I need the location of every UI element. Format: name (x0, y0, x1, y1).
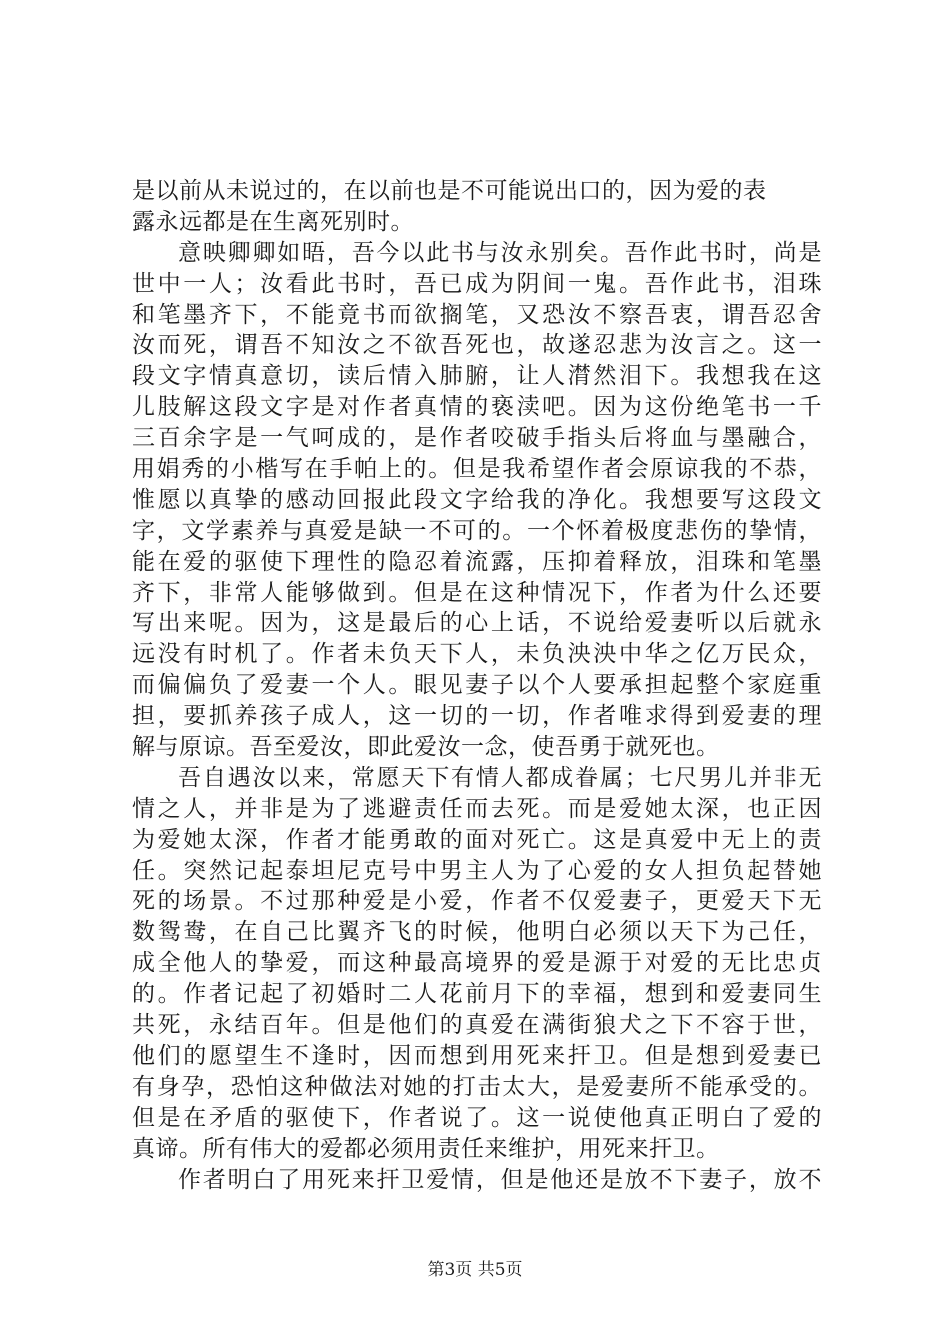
text-line: 吾自遇汝以来，常愿天下有情人都成眷属；七尺男儿并非无 (178, 764, 822, 791)
text-line: 段文字情真意切，读后情入肺腑，让人潸然泪下。我想我在这 (132, 363, 822, 390)
text-line: 而偏偏负了爱妻一个人。眼见妻子以个人要承担起整个家庭重 (132, 672, 822, 699)
text-line: 真谛。所有伟大的爱都必须用责任来维护，用死来扞卫。 (132, 1135, 720, 1162)
text-line: 共死，永结百年。但是他们的真爱在满街狼犬之下不容于世， (132, 1012, 822, 1039)
text-line: 写出来呢。因为，这是最后的心上话，不说给爱妻听以后就永 (132, 610, 822, 637)
text-line: 有身孕，恐怕这种做法对她的打击太大，是爱妻所不能承受的。 (132, 1073, 822, 1100)
text-line: 作者明白了用死来扞卫爱情，但是他还是放不下妻子，放不 (178, 1166, 822, 1193)
text-line: 任。突然记起泰坦尼克号中男主人为了心爱的女人担负起替她 (132, 857, 822, 884)
text-line: 露永远都是在生离死别时。 (132, 208, 414, 235)
text-line: 世中一人；汝看此书时，吾已成为阴间一鬼。吾作此书，泪珠 (132, 270, 822, 297)
text-line: 儿肢解这段文字是对作者真情的亵渎吧。因为这份绝笔书一千 (132, 394, 822, 421)
text-line: 齐下，非常人能够做到。但是在这种情况下，作者为什么还要 (132, 579, 822, 606)
text-line: 惟愿以真挚的感动回报此段文字给我的净化。我想要写这段文 (132, 486, 822, 513)
text-line: 是以前从未说过的，在以前也是不可能说出口的，因为爱的表 (132, 178, 767, 204)
text-line: 远没有时机了。作者未负天下人，未负泱泱中华之亿万民众， (132, 641, 822, 668)
text-line: 字，文学素养与真爱是缺一不可的。一个怀着极度悲伤的挚情， (132, 517, 822, 544)
text-line: 数鸳鸯，在自己比翼齐飞的时候，他明白必须以天下为己任， (132, 919, 822, 946)
text-line: 成全他人的挚爱，而这种最高境界的爱是源于对爱的无比忠贞 (132, 950, 822, 977)
text-line: 意映卿卿如晤，吾今以此书与汝永别矣。吾作此书时，尚是 (178, 239, 822, 266)
text-line: 担，要抓养孩子成人，这一切的一切，作者唯求得到爱妻的理 (132, 703, 822, 730)
text-line: 和笔墨齐下，不能竟书而欲搁笔，又恐汝不察吾衷，谓吾忍舍 (132, 301, 822, 328)
body-text (132, 176, 822, 1195)
text-line: 他们的愿望生不逢时，因而想到用死来扞卫。但是想到爱妻已 (132, 1042, 822, 1069)
text-line: 但是在矛盾的驱使下，作者说了。这一说使他真正明白了爱的 (132, 1104, 822, 1131)
text-line: 解与原谅。吾至爱汝，即此爱汝一念，使吾勇于就死也。 (132, 734, 720, 761)
text-line: 三百余字是一气呵成的，是作者咬破手指头后将血与墨融合， (132, 425, 822, 452)
text-line: 为爱她太深，作者才能勇敢的面对死亡。这是真爱中无上的责 (132, 826, 822, 853)
text-line: 用娟秀的小楷写在手帕上的。但是我希望作者会原谅我的不恭， (132, 456, 822, 483)
text-line: 的。作者记起了初婚时二人花前月下的幸福，想到和爱妻同生 (132, 981, 822, 1008)
text-line: 汝而死，谓吾不知汝之不欲吾死也，故遂忍悲为汝言之。这一 (132, 332, 822, 359)
text-line: 死的场景。不过那种爱是小爱，作者不仅爱妻子，更爱天下无 (132, 888, 822, 915)
text-line: 能在爱的驱使下理性的隐忍着流露，压抑着释放，泪珠和笔墨 (132, 548, 822, 575)
text-line: 情之人，并非是为了逃避责任而去死。而是爱她太深，也正因 (132, 795, 822, 822)
page-number-footer: 第3页 共5页 (427, 1260, 523, 1280)
